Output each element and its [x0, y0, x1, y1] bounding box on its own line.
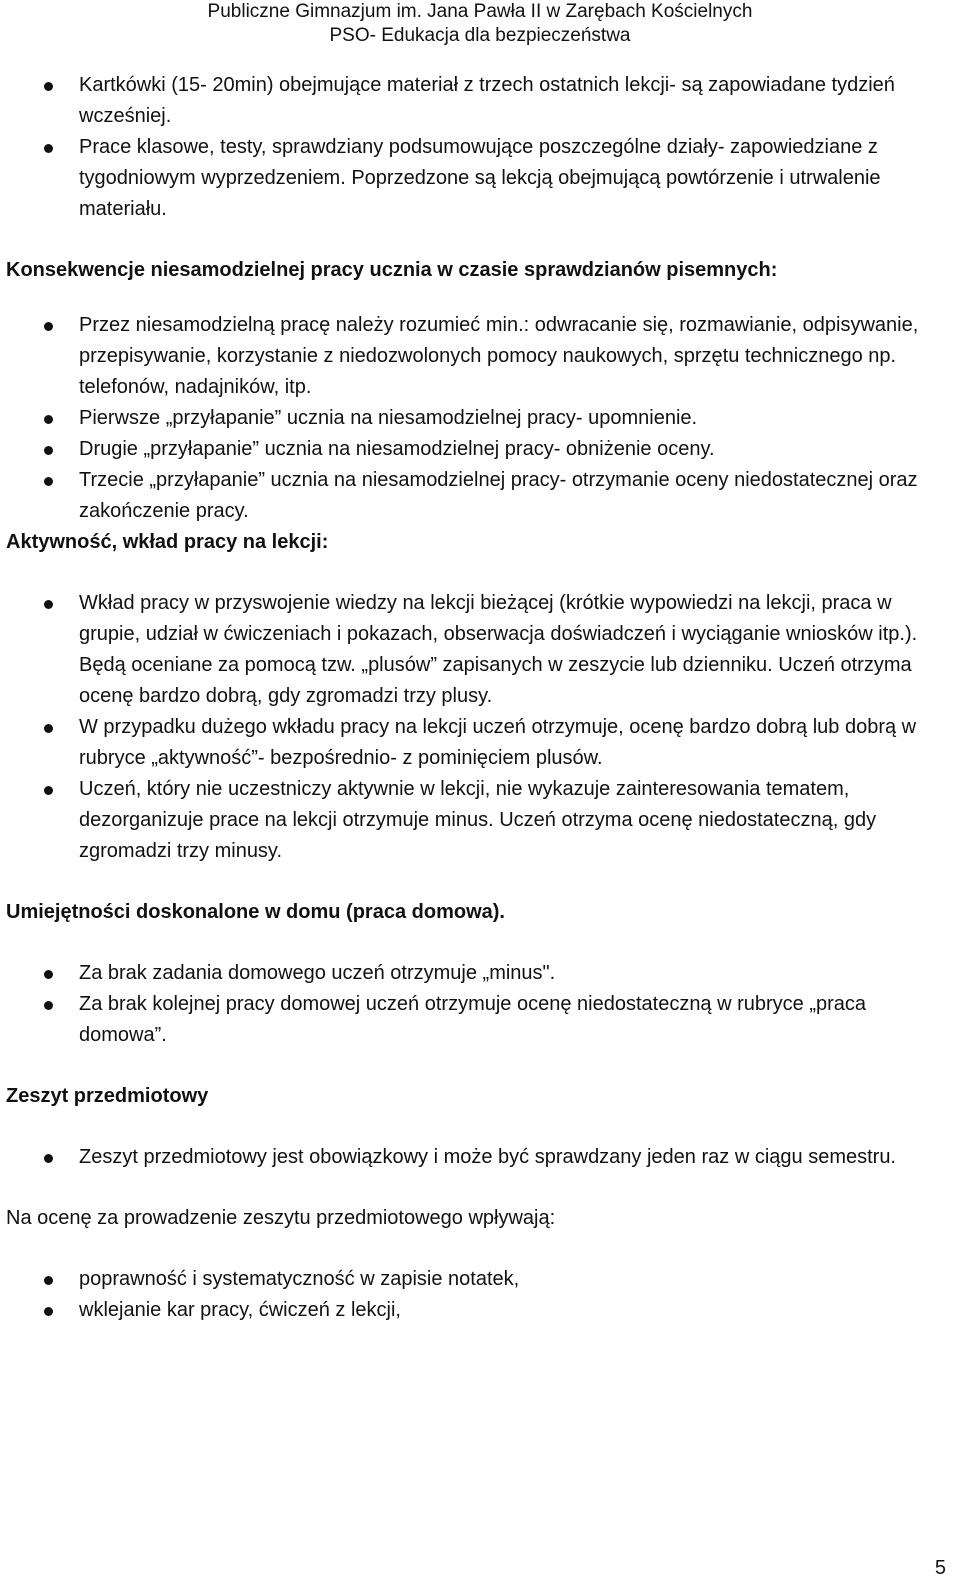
document-body [6, 70, 952, 1326]
header-subject-title: PSO- Edukacja dla bezpieczeństwa [329, 25, 631, 46]
page-number: 5 [934, 1557, 946, 1579]
list-item-text: poprawność i systematyczność w zapisie notatek, [79, 1268, 520, 1290]
bullet-icon [44, 1276, 53, 1285]
list-item-text: wklejanie kar pracy, ćwiczeń z lekcji, [79, 1299, 401, 1321]
list-item-text: Wkład pracy w przyswojenie wiedzy na lekcji bieżącej (krótkie wypowiedzi na lekcji, praca w grupie, udział w ćwiczeniach i pokazach, obserwacja doświadczeń i wyciąganie wniosków itp.). Będą oceniane za pomocą tzw. „plusów” zapisanych w zeszycie lub dzienniku. Uczeń otrzyma ocenę bardzo dobrą, gdy zgromadzi trzy plusy. [79, 592, 918, 707]
list-item [6, 989, 952, 1051]
list-item [6, 774, 952, 867]
list-item [6, 465, 952, 527]
list-item-text: Zeszyt przedmiotowy jest obowiązkowy i może być sprawdzany jeden raz w ciągu semestru. [79, 1146, 896, 1168]
list-item-text: Za brak zadania domowego uczeń otrzymuje „minus". [79, 962, 556, 984]
homework-list [6, 958, 952, 1051]
bullet-icon [44, 446, 53, 455]
list-item-text: Pierwsze „przyłapanie” ucznia na niesamodzielnej pracy- upomnienie. [79, 407, 698, 429]
list-item [6, 1142, 952, 1173]
list-item [6, 1264, 952, 1295]
bullet-icon [44, 322, 53, 331]
bullet-icon [44, 477, 53, 486]
bullet-icon [44, 82, 53, 91]
bullet-icon [44, 724, 53, 733]
list-item-text: Przez niesamodzielną pracę należy rozumieć min.: odwracanie się, rozmawianie, odpisywanie, przepisywanie, korzystanie z niedozwolonych pomocy naukowych, sprzętu technicznego np. telefonów, nadajników, itp. [79, 314, 919, 398]
list-item-text: Trzecie „przyłapanie” ucznia na niesamodzielnej pracy- otrzymanie oceny niedostatecznej oraz zakończenie pracy. [79, 469, 918, 522]
list-item [6, 132, 952, 225]
list-item [6, 310, 952, 403]
bullet-icon [44, 415, 53, 424]
list-item [6, 403, 952, 434]
bullet-icon [44, 600, 53, 609]
list-item [6, 588, 952, 712]
notebook-grade-list [6, 1264, 952, 1326]
list-item-text: W przypadku dużego wkładu pracy na lekcji uczeń otrzymuje, ocenę bardzo dobrą lub dobrą w rubryce „aktywność”- bezpośrednio- z pominięciem plusów. [79, 716, 917, 769]
bullet-icon [44, 1307, 53, 1316]
header-school-name: Publiczne Gimnazjum im. Jana Pawła II w Zarębach Kościelnych [207, 1, 753, 22]
list-item [6, 434, 952, 465]
notebook-grade-intro: Na ocenę za prowadzenie zeszytu przedmiotowego wpływają: [6, 1207, 556, 1229]
notebook-heading: Zeszyt przedmiotowy [6, 1085, 209, 1107]
bullet-icon [44, 786, 53, 795]
intro-list [6, 70, 952, 225]
consequences-list [6, 310, 952, 527]
bullet-icon [44, 144, 53, 153]
list-item [6, 958, 952, 989]
list-item [6, 70, 952, 132]
bullet-icon [44, 970, 53, 979]
consequences-heading: Konsekwencje niesamodzielnej pracy ucznia w czasie sprawdzianów pisemnych: [6, 259, 778, 281]
list-item-text: Za brak kolejnej pracy domowej uczeń otrzymuje ocenę niedostateczną w rubryce „praca domowa”. [79, 993, 867, 1046]
list-item-text: Prace klasowe, testy, sprawdziany podsumowujące poszczególne działy- zapowiedziane z tygodniowym wyprzedzeniem. Poprzedzone są lekcją obejmującą powtórzenie i utrwalenie materiału. [79, 136, 881, 220]
list-item-text: Uczeń, który nie uczestniczy aktywnie w lekcji, nie wykazuje zainteresowania tematem, dezorganizuje prace na lekcji otrzymuje minus. Uczeń otrzyma ocenę niedostateczną, gdy zgromadzi trzy minusy. [79, 778, 877, 862]
notebook-list [6, 1142, 952, 1173]
list-item [6, 1295, 952, 1326]
list-item-text: Drugie „przyłapanie” ucznia na niesamodzielnej pracy- obniżenie oceny. [79, 438, 715, 460]
bullet-icon [44, 1001, 53, 1010]
activity-heading: Aktywność, wkład pracy na lekcji: [6, 531, 329, 553]
homework-heading: Umiejętności doskonalone w domu (praca domowa). [6, 901, 505, 923]
list-item-text: Kartkówki (15- 20min) obejmujące materiał z trzech ostatnich lekcji- są zapowiadane tydzień wcześniej. [79, 74, 895, 127]
bullet-icon [44, 1154, 53, 1163]
list-item [6, 712, 952, 774]
activity-list [6, 588, 952, 867]
